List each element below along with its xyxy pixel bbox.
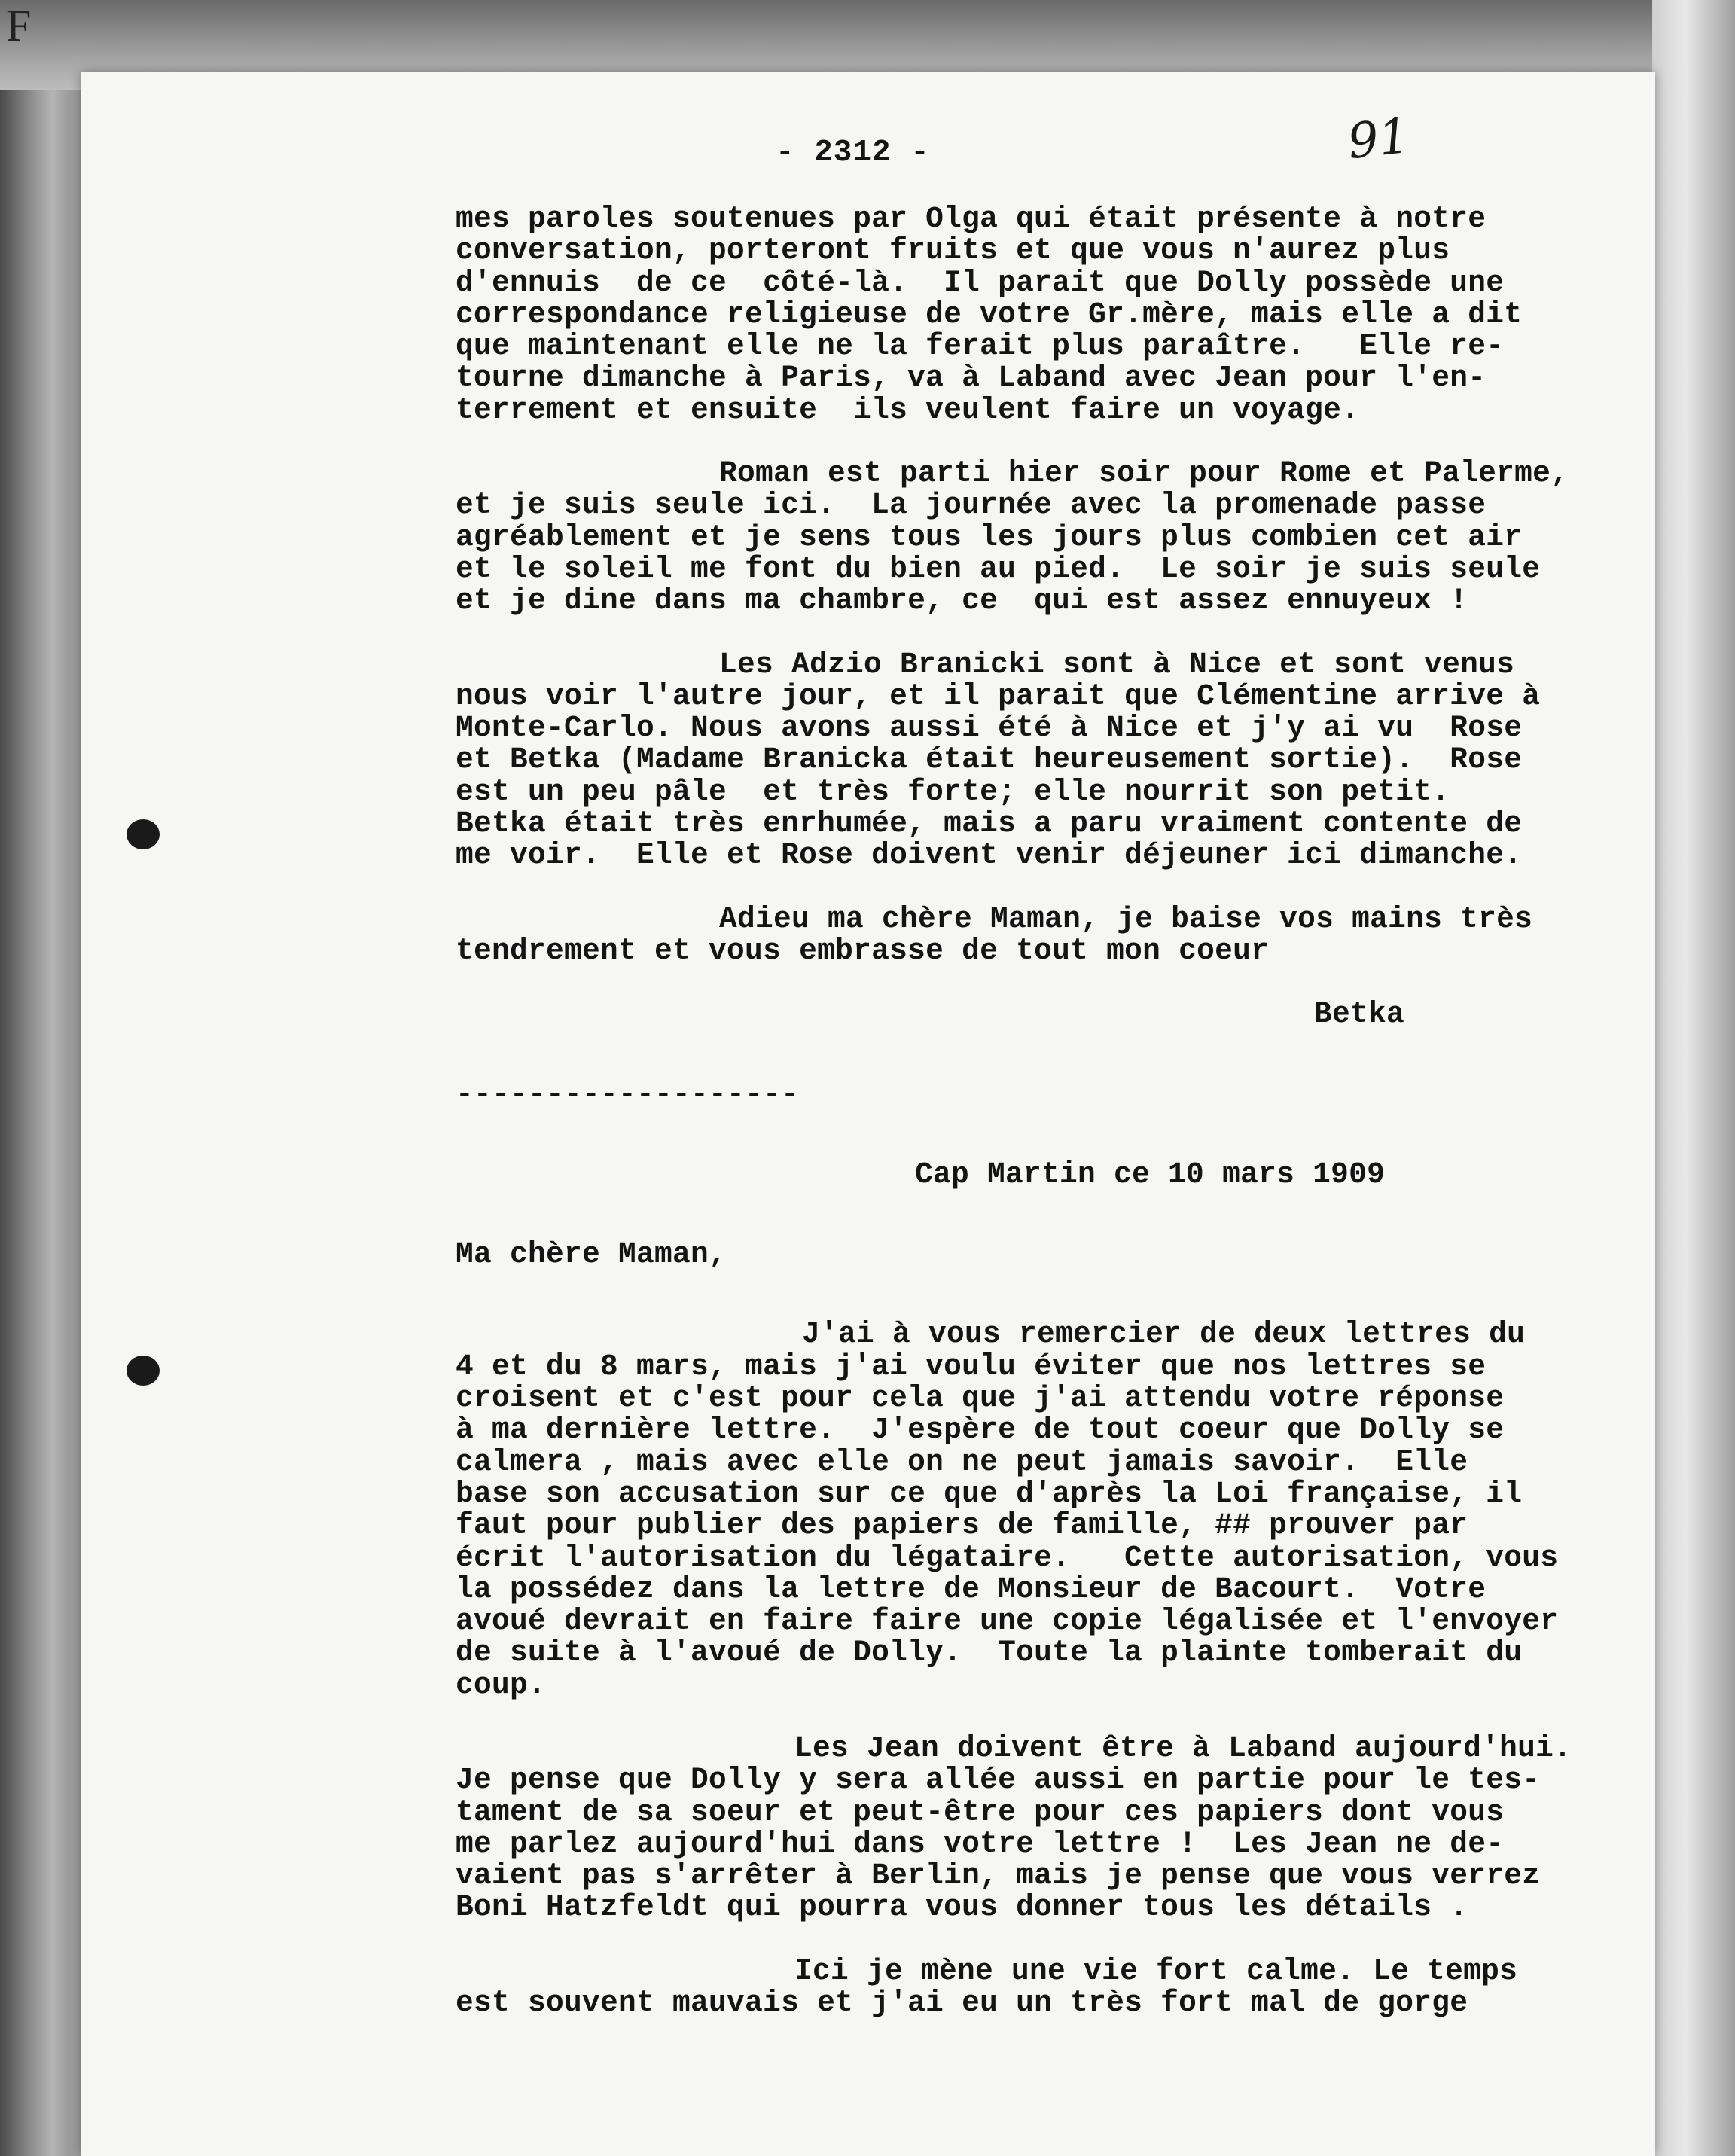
text-line: me voir. Elle et Rose doivent venir déjeuner ici dimanche. (456, 838, 1523, 873)
text-line: J'ai à vous remercier de deux lettres du (802, 1317, 1526, 1352)
letter2-paragraph-3 (456, 1953, 1630, 2020)
text-line: nous voir l'autre jour, et il parait que Clémentine arrive à (456, 679, 1541, 713)
page-number-text: - 2312 - (776, 136, 930, 170)
text-line: la possédez dans la lettre de Monsieur de Bacourt. Votre (456, 1572, 1486, 1606)
letter1-paragraph-1 (456, 203, 1630, 426)
text-line: est souvent mauvais et j'ai eu un très fort mal de gorge (456, 1986, 1468, 2020)
text-line: base son accusation sur ce que d'après la Loi française, il (456, 1476, 1523, 1511)
punch-hole-icon (127, 1356, 160, 1386)
text-line: et je suis seule ici. La journée avec la promenade passe (456, 488, 1486, 523)
text-line: Betka était très enrhumée, mais a paru vraiment contente de (456, 807, 1523, 841)
text-line: et je dine dans ma chambre, ce qui est assez ennuyeux ! (456, 584, 1468, 618)
text-line: et le soleil me font du bien au pied. Le soir je suis seule (456, 551, 1541, 586)
text-line: agréablement et je sens tous les jours plus combien cet air (456, 520, 1523, 554)
letter1-closing (456, 901, 1630, 968)
text-line: Ici je mène une vie fort calme. Le temps (794, 1953, 1518, 1988)
text-line: de suite à l'avoué de Dolly. Toute la plainte tomberait du (456, 1636, 1523, 1670)
text-line: Roman est parti hier soir pour Rome et Palerme, (719, 456, 1569, 491)
text-line: croisent et c'est pour cela que j'ai attendu votre réponse (456, 1381, 1505, 1416)
letter-body (456, 203, 1630, 2019)
text-line: coup. (456, 1667, 547, 1702)
text-line: Les Adzio Branicki sont à Nice et sont venus (719, 647, 1515, 682)
text-line: conversation, porteront fruits et que vous n'aurez plus (456, 233, 1450, 268)
text-line: Boni Hatzfeldt qui pourra vous donner tous les détails . (456, 1890, 1468, 1925)
text-line: 4 et du 8 mars, mais j'ai voulu éviter que nos lettres se (456, 1349, 1486, 1383)
text-line: à ma dernière lettre. J'espère de tout coeur que Dolly se (456, 1413, 1505, 1447)
text-line: d'ennuis de ce côté-là. Il parait que Dolly possède une (456, 265, 1505, 300)
text-line: Adieu ma chère Maman, je baise vos mains très (719, 901, 1533, 936)
text-line: tendrement et vous embrasse de tout mon coeur (456, 933, 1270, 968)
text-line: Monte-Carlo. Nous avons aussi été à Nice et j'y ai vu Rose (456, 711, 1523, 746)
text-line: tament de sa soeur et peut-être pour ces papiers dont vous (456, 1795, 1505, 1829)
signature: Betka (1314, 997, 1405, 1032)
scan-right-edge (1652, 0, 1735, 2156)
letter1-paragraph-3 (456, 649, 1630, 872)
letter2-paragraph-1 (456, 1319, 1630, 1701)
text-line: faut pour publier des papiers de famille, ## prouver par (456, 1508, 1468, 1543)
text-line: Je pense que Dolly y sera allée aussi en partie pour le tes- (456, 1763, 1541, 1798)
text-line: terrement et ensuite ils veulent faire un voyage. (456, 392, 1360, 427)
text-line: vaient pas s'arrêter à Berlin, mais je pense que vous verrez (456, 1859, 1541, 1893)
punch-hole-icon (127, 819, 160, 849)
text-line: mes paroles soutenues par Olga qui était présente à notre (456, 202, 1486, 236)
text-line: et Betka (Madame Branicka était heureusement sortie). Rose (456, 743, 1523, 777)
text-line: me parlez aujourd'hui dans votre lettre ! Les Jean ne de- (456, 1826, 1505, 1861)
text-line: avoué devrait en faire faire une copie légalisée et l'envoyer (456, 1604, 1559, 1639)
page-number (776, 136, 930, 170)
place-date-line: Cap Martin ce 10 mars 1909 (915, 1157, 1386, 1191)
text-line: est un peu pâle et très forte; elle nourrit son petit. (456, 774, 1450, 809)
letter1-paragraph-2 (456, 458, 1630, 617)
text-line: que maintenant elle ne la ferait plus paraître. Elle re- (456, 329, 1505, 364)
margin-mark: F (6, 1, 32, 50)
salutation: Ma chère Maman, (456, 1237, 727, 1272)
text-line: Les Jean doivent être à Laband aujourd'hui. (794, 1731, 1572, 1765)
text-line: tourne dimanche à Paris, va à Laband avec Jean pour l'en- (456, 361, 1486, 395)
text-line: calmera , mais avec elle on ne peut jamais savoir. Elle (456, 1444, 1468, 1479)
separator-line: ------------------- (456, 1077, 800, 1112)
letter2-paragraph-2 (456, 1733, 1630, 1924)
handwritten-folio-number: 91 (1345, 108, 1413, 171)
text-line: correspondance religieuse de votre Gr.mère, mais elle a dit (456, 297, 1523, 331)
text-line: écrit l'autorisation du légataire. Cette autorisation, vous (456, 1540, 1559, 1575)
